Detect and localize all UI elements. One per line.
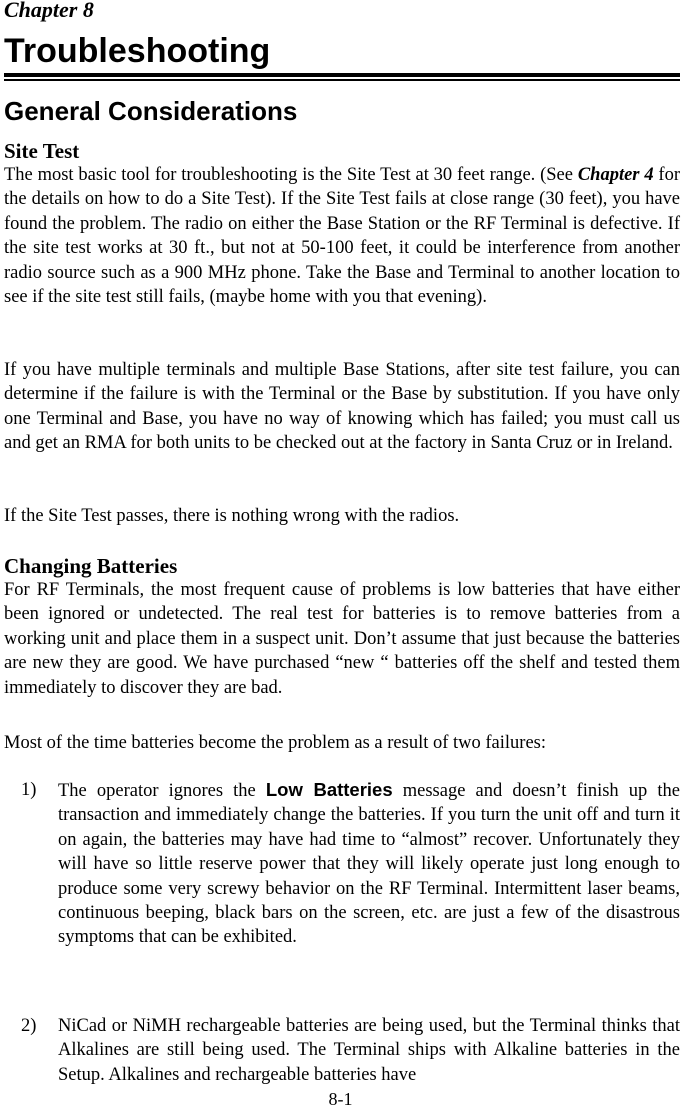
section-title: General Considerations: [4, 96, 298, 126]
list-item-2-text: NiCad or NiMH rechargeable batteries are being used, but the Terminal thinks that Alkalines are still being used. The Terminal ships with Alkaline batteries in the Setup. Alkalines and rechargeable batteries have: [58, 1016, 680, 1085]
title-rule-thick: [4, 73, 680, 77]
site-test-p1-part1: The most basic tool for troubleshooting is the Site Test at 30 feet range. (See: [4, 165, 578, 185]
chapter-label: Chapter 8: [4, 0, 94, 22]
list-item-1-part2: message and doesn’t finish up the transaction and immediately change the batteries. If you turn the unit off and turn it on again, the batteries may have had time to “almost” recover. Unfortunately they will have so little reserve power that they will likely operate just long enough to produce some very screwy behavior on the RF Terminal. Intermittent laser beams, continuous beeping, black bars on the screen, etc. are just a few of the disastrous symptoms that can be exhibited.: [58, 781, 680, 948]
batteries-paragraph-1: For RF Terminals, the most frequent cause of problems is low batteries that have either been ignored or undetected. The real test for batteries is to remove batteries from a working unit and place them in a suspect unit. Don’t assume that just because the batteries are new they are good. We have purchased “new “ batteries off the shelf and tested them immediately to discover they are bad.: [4, 580, 680, 698]
changing-batteries-heading: Changing Batteries: [4, 554, 178, 578]
batteries-paragraph-2: Most of the time batteries become the problem as a result of two failures:: [4, 733, 546, 753]
page-number: 8-1: [328, 1089, 353, 1109]
chapter-reference: Chapter 4: [577, 165, 654, 185]
low-batteries-term: Low Batteries: [265, 779, 393, 800]
list-item-1-text: [58, 778, 680, 950]
list-item-1-number: 1): [21, 780, 37, 800]
site-test-p1-part2: for the details on how to do a Site Test). If the Site Test fails at close range (30 feet), you have found the problem. The radio on either the Base Station or the RF Terminal is defective. If the site test works at 30 ft., but not at 50-100 feet, it could be interference from another radio source such as a 900 MHz phone. Take the Base and Terminal to another location to see if the site test still fails, (maybe home with you that evening).: [4, 165, 680, 308]
list-item-2-number: 2): [21, 1016, 37, 1036]
site-test-paragraph-1: [4, 163, 680, 309]
list-item-1-part1: The operator ignores the: [58, 781, 266, 801]
page-title: Troubleshooting: [4, 32, 271, 70]
site-test-paragraph-2: If you have multiple terminals and multiple Base Stations, after site test failure, you can determine if the failure is with the Terminal or the Base by substitution. If you have only one Terminal and Base, you have no way of knowing which has failed; you must call us and get an RMA for both units to be checked out at the factory in Santa Cruz or in Ireland.: [4, 360, 680, 454]
site-test-paragraph-3: If the Site Test passes, there is nothing wrong with the radios.: [4, 506, 460, 526]
title-rule-thin: [4, 79, 680, 81]
site-test-heading: Site Test: [4, 139, 80, 163]
